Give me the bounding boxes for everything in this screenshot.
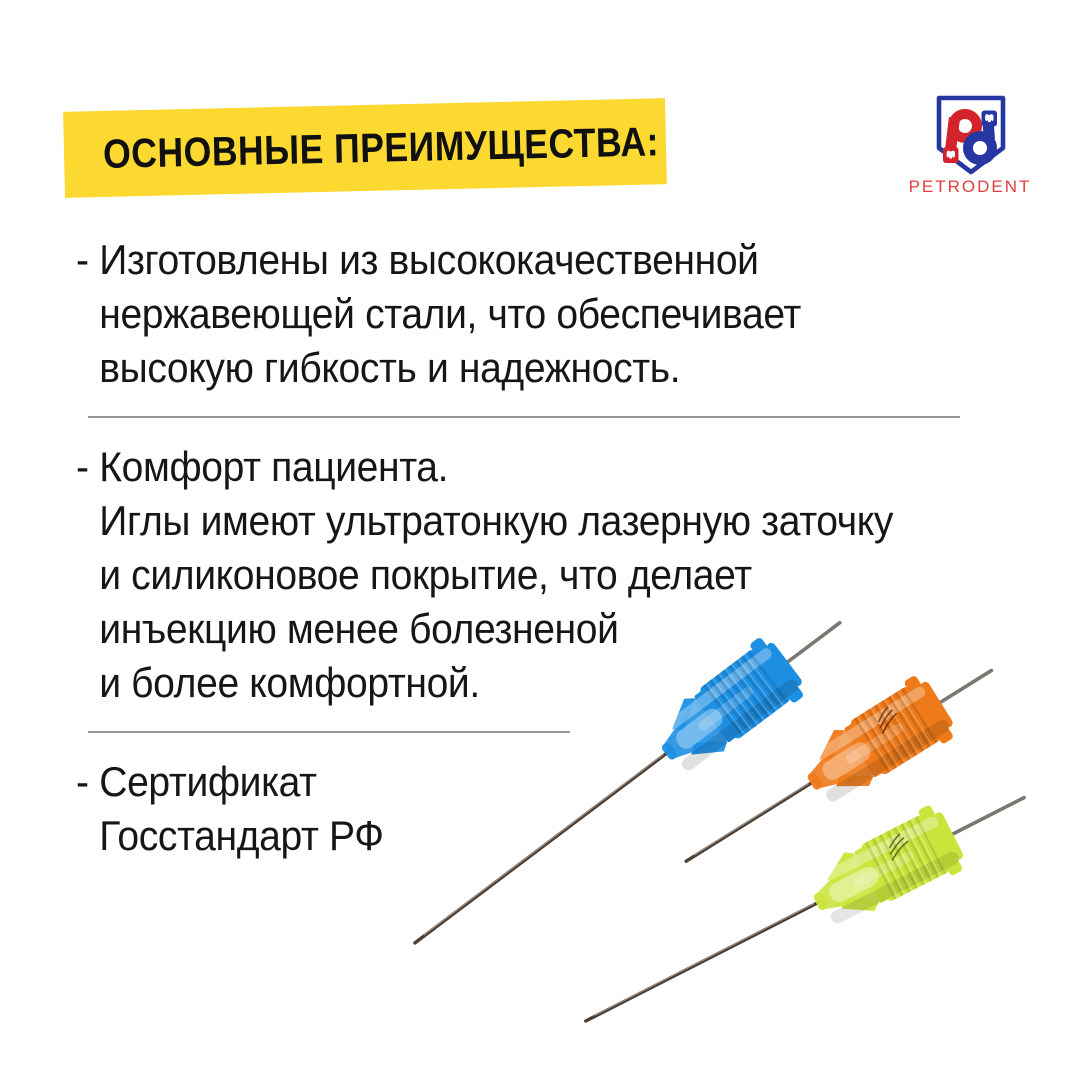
bullet-marker: - <box>76 236 89 283</box>
brand-name: PETRODENT <box>908 177 1032 196</box>
needle-shaft-long <box>686 779 817 861</box>
needle-shaft-back <box>948 798 1024 837</box>
bullet-marker: - <box>76 758 89 805</box>
needle-hub <box>791 671 960 815</box>
needle-green <box>569 765 1041 1054</box>
bullet-line: инъекцию менее болезненой <box>99 605 619 652</box>
bullet-line: Изготовлены из высококачественной <box>99 236 759 283</box>
needle-hub <box>643 632 810 783</box>
bullet-line: Иглы имеют ультратонкую лазерную заточку <box>99 497 894 544</box>
bullet-line: Сертификат <box>99 758 317 805</box>
needle-hub <box>800 801 970 936</box>
needle-shaft-long <box>415 749 672 943</box>
bullet-line: и силиконовое покрытие, что делает <box>99 551 752 598</box>
needle-shaft-long <box>586 900 824 1021</box>
needle-shaft-back <box>936 670 991 704</box>
bullet-line: нержавеющей стали, что обеспечивает <box>99 290 801 337</box>
bullet-line: высокую гибкость и надежность. <box>99 344 681 391</box>
bullet-line: Комфорт пациента. <box>99 443 449 490</box>
needle-shaft-back <box>784 623 840 665</box>
page-title: ОСНОВНЫЕ ПРЕИМУЩЕСТВА: <box>102 118 660 177</box>
bullet-marker: - <box>76 443 89 490</box>
bullet-line: и более комфортной. <box>99 659 480 706</box>
bullet-line: Госстандарт РФ <box>99 812 384 859</box>
